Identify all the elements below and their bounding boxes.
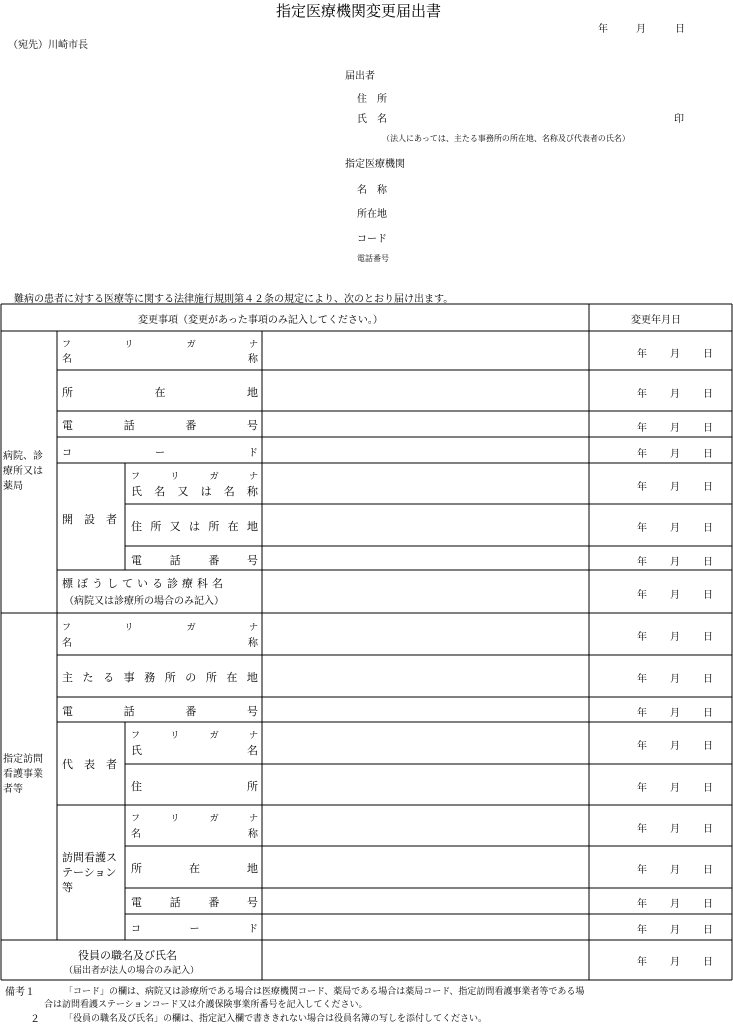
label-char: る (103, 671, 115, 684)
date-year: 年 (637, 389, 647, 400)
date-cell (637, 953, 713, 968)
label-char: 地 (246, 520, 258, 533)
label-char: 在 (154, 386, 166, 399)
row-label-station-code (131, 920, 258, 935)
label-char: リ (170, 731, 180, 741)
row-label-station-phone (131, 894, 258, 910)
institution-code-label: コード (357, 234, 387, 245)
date-month: 月 (670, 449, 680, 460)
group-label-line: テーション (62, 866, 117, 879)
row-label-founder-phone (131, 552, 258, 568)
row-label-name-2 (62, 634, 258, 649)
date-year: 年 (637, 865, 647, 876)
label-char: リ (170, 472, 180, 482)
label-char: た (82, 671, 94, 684)
label-char: ナ (248, 814, 258, 824)
date-day: 日 (703, 824, 713, 835)
date-month: 月 (670, 482, 680, 493)
label-char: ナ (248, 731, 258, 741)
date-day: 日 (703, 523, 713, 534)
label-char: 称 (248, 829, 258, 840)
notes-text-2: 「役員の職名及び氏名」の欄は、指定記入欄で書ききれない場合は役員名簿の写しを添付してください。 (64, 1014, 488, 1024)
label-char: ガ (186, 340, 196, 350)
label-char: 電 (62, 705, 73, 718)
row-label-founder-address (131, 518, 258, 534)
date-year: 年 (637, 449, 647, 460)
label-char: フ (131, 814, 141, 824)
label-char: 電 (62, 419, 73, 432)
label-char: 電 (131, 896, 142, 909)
date-cell (637, 445, 713, 460)
label-char: ガ (186, 623, 196, 633)
label-char: フ (62, 623, 72, 633)
date-day: 日 (703, 349, 713, 360)
label-char: ガ (209, 814, 219, 824)
row-label-location (62, 384, 258, 400)
date-day: 日 (703, 590, 713, 601)
row-group-label-founder: 開 設 者 (62, 513, 117, 526)
date-day: 日 (703, 674, 713, 685)
date-cell (637, 921, 713, 936)
date-month: 月 (670, 389, 680, 400)
date-year: 年 (637, 674, 647, 685)
label-char: 在 (227, 520, 239, 533)
group-label-line: 療所又は (3, 466, 43, 477)
label-char: ナ (248, 623, 258, 633)
date-month: 月 (670, 590, 680, 601)
notes-label-2: ２ (30, 1014, 40, 1025)
intro-text: 難病の患者に対する医療等に関する法律施行規則第４２条の規定により、次のとおり届け出ます。 (14, 294, 454, 305)
date-month: 月 (670, 899, 680, 910)
column-header-change-date: 変更年月日 (631, 315, 681, 326)
date-year: 年 (637, 349, 647, 360)
date-day: 日 (703, 632, 713, 643)
label-char: フ (131, 472, 141, 482)
notes-text-1a: 「コード」の欄は、病院又は診療所である場合は医療機関コード、薬局である場合は薬局コード、指定訪問看護事業者等である場 (64, 987, 585, 997)
label-char: 号 (246, 896, 258, 909)
row-note-officers: （届出者が法人の場合のみ記入） (64, 966, 200, 976)
label-char: 主 (62, 671, 73, 684)
label-char: 番 (185, 419, 197, 432)
label-char: フ (131, 731, 141, 741)
date-month: 月 (670, 557, 680, 568)
label-char: 又 (169, 520, 181, 533)
label-char: 事 (123, 671, 135, 684)
date-cell (637, 385, 713, 400)
date-cell (637, 895, 713, 910)
label-char: ー (155, 448, 165, 459)
label-char: 地 (247, 386, 258, 399)
label-char: 名 (154, 485, 166, 498)
row-label-phone-2 (62, 703, 258, 719)
seal-mark: 印 (674, 114, 684, 125)
notes-text-1b: 合は訪問看護ステーションコード又は介護保険事業所番号を記入してください。 (44, 1000, 368, 1010)
row-label-rep-address (131, 778, 258, 794)
date-day: 日 (703, 389, 713, 400)
header-date-year: 年 (598, 24, 608, 35)
label-char: 名 (131, 829, 141, 840)
date-cell (637, 670, 713, 685)
label-char: 話 (169, 896, 181, 909)
label-char: 地 (246, 671, 258, 684)
row-group-label-station (62, 850, 117, 895)
document-title: 指定医療機関変更届出書 (276, 2, 442, 20)
label-char: 号 (246, 554, 258, 567)
row-label-name (62, 350, 258, 365)
date-day: 日 (703, 957, 713, 968)
label-char: 号 (246, 419, 258, 432)
label-char: 地 (247, 862, 258, 875)
date-cell (637, 519, 713, 534)
label-char: 称 (248, 638, 258, 649)
label-char: 所 (164, 671, 176, 684)
date-month: 月 (670, 349, 680, 360)
date-year: 年 (637, 925, 647, 936)
date-month: 月 (670, 674, 680, 685)
date-cell (637, 820, 713, 835)
label-char: 在 (189, 862, 200, 875)
label-char: 話 (123, 419, 135, 432)
date-month: 月 (670, 783, 680, 794)
applicant-address-label: 住 所 (357, 94, 387, 105)
date-month: 月 (670, 632, 680, 643)
row-label-station-location (131, 860, 258, 876)
date-year: 年 (637, 632, 647, 643)
group-label-line: 看護事業 (3, 769, 43, 780)
notes-label-1: 備考１ (5, 987, 35, 998)
row-label-phone (62, 417, 258, 433)
label-char: 在 (226, 671, 238, 684)
date-cell (637, 345, 713, 360)
label-char: の (185, 671, 197, 684)
date-year: 年 (637, 482, 647, 493)
label-char: リ (124, 340, 134, 350)
label-char: 名 (247, 744, 258, 757)
row-label-founder-furigana (131, 469, 258, 482)
date-month: 月 (670, 423, 680, 434)
row-label-departments: 標ぼうしている診療科名 (62, 577, 227, 590)
row-label-rep-furigana (131, 728, 258, 741)
date-cell (637, 586, 713, 601)
label-char: コ (131, 924, 141, 935)
group-label-line: 訪問看護ス (62, 851, 117, 864)
group-label-line: 者等 (3, 784, 23, 795)
label-char: ド (248, 924, 258, 935)
date-day: 日 (703, 482, 713, 493)
date-day: 日 (703, 708, 713, 719)
applicant-corporate-note: （法人にあっては、主たる事務所の所在地、名称及び代表者の氏名） (382, 134, 630, 143)
date-month: 月 (670, 824, 680, 835)
date-month: 月 (670, 523, 680, 534)
date-cell (637, 478, 713, 493)
date-cell (637, 553, 713, 568)
label-char: 番 (208, 896, 220, 909)
group-label-line: 指定訪問 (3, 754, 43, 765)
label-char: は (200, 485, 212, 498)
label-char: リ (124, 623, 134, 633)
date-year: 年 (637, 708, 647, 719)
date-year: 年 (637, 557, 647, 568)
group-label-line: 等 (62, 881, 73, 894)
header-date-day: 日 (675, 24, 685, 35)
group-label-hospital (3, 449, 43, 494)
date-day: 日 (703, 741, 713, 752)
label-char: 所 (205, 671, 217, 684)
label-char: 所 (150, 520, 162, 533)
label-char: 称 (246, 485, 258, 498)
date-month: 月 (670, 865, 680, 876)
applicant-name-label: 氏 名 (357, 114, 387, 125)
label-char: 所 (131, 862, 142, 875)
label-char: 電 (131, 554, 142, 567)
date-year: 年 (637, 824, 647, 835)
applicant-heading: 届出者 (345, 71, 375, 82)
group-label-line: 薬局 (3, 481, 23, 492)
date-year: 年 (637, 523, 647, 534)
label-char: リ (170, 814, 180, 824)
date-month: 月 (670, 957, 680, 968)
date-cell (637, 419, 713, 434)
label-char: 称 (248, 354, 258, 365)
row-label-founder-name (131, 483, 258, 499)
label-char: 所 (208, 520, 220, 533)
label-char: は (188, 520, 200, 533)
label-char: ガ (209, 731, 219, 741)
date-cell (637, 779, 713, 794)
addressee: （宛先）川崎市長 (8, 40, 88, 51)
label-char: 氏 (131, 744, 142, 757)
date-day: 日 (703, 557, 713, 568)
row-label-furigana (62, 337, 258, 350)
date-cell (637, 861, 713, 876)
row-label-code (62, 444, 258, 459)
date-month: 月 (670, 708, 680, 719)
row-note-departments: （病院又は診療所の場合のみ記入） (64, 596, 224, 607)
date-day: 日 (703, 449, 713, 460)
label-char: ナ (248, 340, 258, 350)
label-char: 話 (169, 554, 181, 567)
header-date-month: 月 (636, 24, 646, 35)
date-day: 日 (703, 423, 713, 434)
date-cell (637, 704, 713, 719)
label-char: 住 (131, 780, 142, 793)
date-year: 年 (637, 957, 647, 968)
date-year: 年 (637, 590, 647, 601)
label-char: 番 (208, 554, 220, 567)
date-cell (637, 737, 713, 752)
institution-heading: 指定医療機関 (345, 159, 405, 170)
row-label-station-furigana (131, 811, 258, 824)
date-year: 年 (637, 899, 647, 910)
date-month: 月 (670, 925, 680, 936)
label-char: ナ (248, 472, 258, 482)
date-cell (637, 628, 713, 643)
date-day: 日 (703, 783, 713, 794)
date-year: 年 (637, 783, 647, 794)
label-char: ガ (209, 472, 219, 482)
row-label-officers: 役員の職名及び氏名 (78, 949, 177, 962)
group-label-line: 病院、診 (3, 451, 43, 462)
date-year: 年 (637, 741, 647, 752)
row-group-label-representative: 代 表 者 (62, 758, 117, 771)
column-header-change-item: 変更事項（変更があった事項のみ記入してください。） (138, 315, 383, 326)
label-char: 務 (144, 671, 156, 684)
label-char: コ (62, 448, 72, 459)
institution-location-label: 所在地 (357, 209, 387, 220)
label-char: 番 (185, 705, 197, 718)
label-char: 所 (62, 386, 73, 399)
label-char: 名 (62, 638, 72, 649)
label-char: フ (62, 340, 72, 350)
row-label-furigana-2 (62, 620, 258, 633)
row-label-rep-name (131, 742, 258, 758)
label-char: 氏 (131, 485, 142, 498)
label-char: 又 (177, 485, 189, 498)
row-label-station-name (131, 825, 258, 840)
institution-phone-label: 電話番号 (357, 254, 389, 263)
row-label-main-office (62, 669, 258, 685)
date-day: 日 (703, 865, 713, 876)
label-char: 号 (246, 705, 258, 718)
label-char: 話 (123, 705, 135, 718)
date-day: 日 (703, 899, 713, 910)
date-year: 年 (637, 423, 647, 434)
label-char: 所 (247, 780, 258, 793)
label-char: 名 (223, 485, 235, 498)
label-char: 名 (62, 354, 72, 365)
institution-name-label: 名 称 (357, 185, 387, 196)
date-month: 月 (670, 741, 680, 752)
group-label-visiting-nursing (3, 752, 43, 797)
label-char: ド (248, 448, 258, 459)
label-char: 住 (131, 520, 142, 533)
label-char: ー (189, 924, 200, 935)
date-day: 日 (703, 925, 713, 936)
